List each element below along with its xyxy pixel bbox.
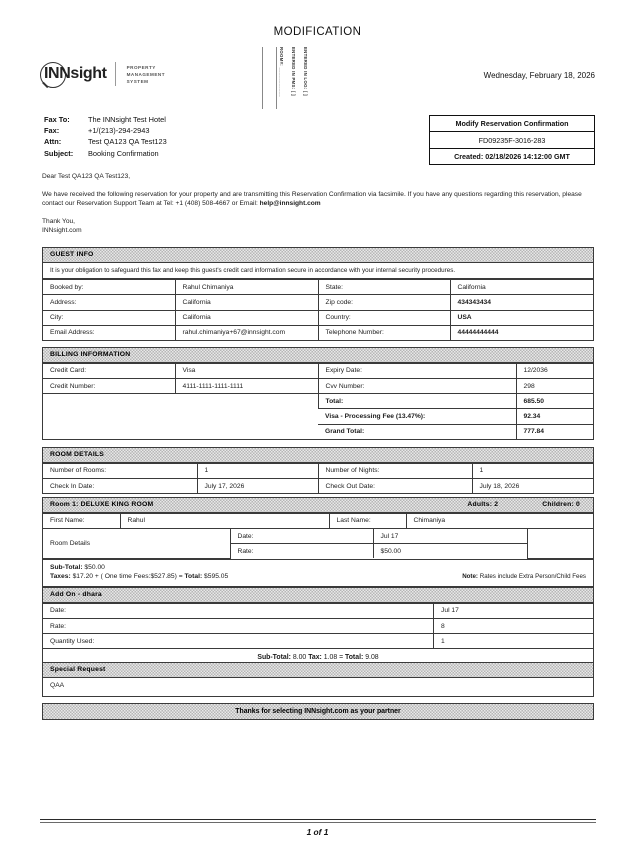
add-on-subtotal-label: Sub-Total: xyxy=(257,653,291,661)
document-title: MODIFICATION xyxy=(273,26,362,38)
guest-info-table xyxy=(43,279,593,340)
page-number: 1 of 1 xyxy=(306,827,329,837)
state-value: California xyxy=(450,280,593,295)
table-row xyxy=(43,603,593,618)
table-row xyxy=(43,634,593,649)
telephone-label: Telephone Number: xyxy=(318,325,450,340)
city-value: California xyxy=(175,310,318,325)
number-of-rooms-value: 1 xyxy=(197,463,318,478)
add-on-total-value: 9.08 xyxy=(365,653,379,661)
attn-value: Test QA123 QA Test123 xyxy=(88,137,167,147)
guest-info-disclaimer: It is your obligation to safeguard this fax and keep this guest's credit card information secure in accordance with your internal security procedures. xyxy=(43,263,593,280)
letter-paragraph xyxy=(42,190,594,209)
billing-table xyxy=(43,363,593,439)
room-details-heading-text: ROOM DETAILS xyxy=(50,451,105,459)
room-1-guest-table xyxy=(43,513,593,528)
letter-greeting: Dear Test QA123 QA Test123, xyxy=(42,173,131,180)
room-1-children: Children: 0 xyxy=(542,501,580,509)
guest-info-section xyxy=(42,247,594,341)
rates-note-text: Rates include Extra Person/Child Fees xyxy=(478,573,586,581)
total-value: 685.50 xyxy=(516,394,593,409)
fax-number-label: Fax: xyxy=(44,126,60,136)
fax-header-row xyxy=(44,148,167,159)
fax-header-row xyxy=(44,114,167,125)
document-date: Wednesday, February 18, 2026 xyxy=(483,71,595,80)
special-request-section xyxy=(42,662,594,697)
add-on-subtotal-value: 8.00 xyxy=(292,653,307,661)
letter-body xyxy=(42,172,594,236)
signoff-line-1: Thank You, xyxy=(42,217,75,225)
add-on-rate-value: 8 xyxy=(434,618,594,633)
last-name-value: Chimaniya xyxy=(406,513,593,528)
letter-signoff xyxy=(42,217,594,236)
email-address-value: rahul.chimaniya+67@innsight.com xyxy=(175,325,318,340)
check-in-date-label: Check In Date: xyxy=(43,478,197,493)
state-label: State: xyxy=(318,280,450,295)
add-on-quantity-value: 1 xyxy=(434,634,594,649)
processing-fee-value: 92.34 xyxy=(516,409,593,424)
fax-header-row xyxy=(44,125,167,136)
room-details-section xyxy=(42,447,594,494)
country-label: Country: xyxy=(318,310,450,325)
number-of-rooms-label: Number of Rooms: xyxy=(43,463,197,478)
zip-code-label: Zip code: xyxy=(318,295,450,310)
billing-spacer xyxy=(43,394,318,439)
room-1-section xyxy=(42,497,594,587)
logo-word-in: IN xyxy=(44,65,60,82)
room-1-taxes-label: Taxes: xyxy=(50,573,71,581)
fax-header-block xyxy=(44,114,167,159)
support-email: help@innsight.com xyxy=(259,200,321,208)
city-label: City: xyxy=(43,310,175,325)
add-on-tax-label: Tax: xyxy=(308,653,322,661)
room-1-subtotal-line xyxy=(50,563,228,573)
room-1-taxes-line xyxy=(50,572,228,582)
room-1-taxes-total-value: $595.05 xyxy=(204,573,229,581)
add-on-total-label: Total: xyxy=(345,653,364,661)
first-name-label: First Name: xyxy=(43,513,120,528)
address-label: Address: xyxy=(43,295,175,310)
stamp-entered-in-log: ENTERED IN LOG: [ ] xyxy=(303,47,308,96)
cvv-number-value: 298 xyxy=(516,378,593,393)
add-on-section xyxy=(42,587,594,666)
room-1-occupancy xyxy=(467,501,586,508)
logo-wordmark xyxy=(44,65,107,83)
check-in-date-value: July 17, 2026 xyxy=(197,478,318,493)
fax-to-label: Fax To: xyxy=(44,115,70,124)
fax-to-value: The INNsight Test Hotel xyxy=(88,115,166,124)
logo-tagline xyxy=(127,64,165,85)
rate-value: $50.00 xyxy=(373,544,527,559)
add-on-heading-text: Add On - dhara xyxy=(50,591,102,599)
grand-total-label: Grand Total: xyxy=(318,424,516,439)
credit-card-value: Visa xyxy=(175,363,318,378)
rates-note-label: Note: xyxy=(462,573,478,581)
room-1-rates-note xyxy=(462,572,586,582)
credit-card-label: Credit Card: xyxy=(43,363,175,378)
room-1-heading-text: Room 1: DELUXE KING ROOM xyxy=(50,501,154,509)
room-details-heading xyxy=(43,448,593,463)
logo-tagline-line-1: PROPERTY xyxy=(126,64,156,70)
special-request-value: QAA xyxy=(50,682,65,690)
rate-spacer-cell xyxy=(527,528,593,558)
cvv-number-label: Cvv Number: xyxy=(318,378,516,393)
expiry-date-value: 12/2036 xyxy=(516,363,593,378)
zip-code-value: 434343434 xyxy=(450,295,593,310)
table-row xyxy=(43,513,593,528)
email-address-label: Email Address: xyxy=(43,325,175,340)
table-row xyxy=(43,463,593,478)
table-row xyxy=(43,528,593,543)
table-row xyxy=(43,618,593,633)
letter-paragraph-text: We have received the following reservation for your property and are transmitting this Reservation Confirmation via facsimile. If you have any questions regarding this reservation, please contact our Reservation Support Team at Tel: +1 (408) 508-4667 or Email: xyxy=(42,190,582,208)
logo-word-rest: Nsight xyxy=(59,65,107,82)
guest-info-heading-text: GUEST INFO xyxy=(50,251,94,259)
footer-divider-top xyxy=(40,819,596,820)
room-1-taxes-detail: $17.20 + ( One time Fees:$527.85) = xyxy=(72,573,185,581)
stamp-divider-2 xyxy=(276,47,277,109)
add-on-table xyxy=(43,603,593,649)
logo-divider xyxy=(115,62,116,86)
stamp-divider-1 xyxy=(262,47,263,109)
reservation-confirmation-box xyxy=(429,115,595,165)
number-of-nights-label: Number of Nights: xyxy=(318,463,472,478)
footer-divider-bottom xyxy=(40,822,596,823)
special-request-heading xyxy=(43,663,593,678)
room-details-cell-label: Room Details xyxy=(43,528,230,558)
table-row xyxy=(43,478,593,493)
stamp-room-number: ROOM#: ___________ xyxy=(279,47,284,98)
innsight-logo xyxy=(44,62,165,86)
add-on-heading xyxy=(43,588,593,603)
room-1-subtotal-label: Sub-Total: xyxy=(50,563,83,571)
room-1-heading xyxy=(43,498,593,513)
confirmation-title: Modify Reservation Confirmation xyxy=(455,119,569,129)
booked-by-label: Booked by: xyxy=(43,280,175,295)
telephone-value: 44444444444 xyxy=(450,325,593,340)
confirmation-code: FD09235F-3016-283 xyxy=(430,131,594,147)
room-1-rate-table xyxy=(43,528,593,559)
table-row xyxy=(43,363,593,378)
rate-label: Rate: xyxy=(230,544,373,559)
room-1-taxes-total-label: Total: xyxy=(184,573,203,581)
special-request-heading-text: Special Request xyxy=(50,666,106,674)
attn-label: Attn: xyxy=(44,137,62,147)
thanks-banner: Thanks for selecting INNsight.com as your partner xyxy=(42,703,594,720)
check-out-date-label: Check Out Date: xyxy=(318,478,472,493)
subject-value: Booking Confirmation xyxy=(88,148,159,158)
table-row xyxy=(43,378,593,393)
logo-tagline-line-2: MANAGEMENT xyxy=(126,71,166,77)
add-on-rate-label: Rate: xyxy=(43,618,434,633)
total-label: Total: xyxy=(318,394,516,409)
subject-label: Subject: xyxy=(44,148,74,158)
logo-mark xyxy=(44,65,107,83)
table-row xyxy=(43,325,593,340)
processing-fee-label: Visa - Processing Fee (13.47%): xyxy=(318,409,516,424)
grand-total-value: 777.84 xyxy=(516,424,593,439)
table-row xyxy=(43,295,593,310)
first-name-value: Rahul xyxy=(120,513,329,528)
add-on-tax-value: 1.08 = xyxy=(323,653,346,661)
add-on-date-value: Jul 17 xyxy=(434,603,594,618)
logo-tagline-line-3: SYSTEM xyxy=(126,78,149,84)
number-of-nights-value: 1 xyxy=(472,463,593,478)
room-1-summary xyxy=(43,559,593,586)
rate-date-value: Jul 17 xyxy=(373,528,527,543)
add-on-quantity-label: Quantity Used: xyxy=(43,634,434,649)
expiry-date-label: Expiry Date: xyxy=(318,363,516,378)
fax-number-value: +1/(213)-294-2943 xyxy=(88,126,150,136)
billing-heading xyxy=(43,348,593,363)
room-1-adults: Adults: 2 xyxy=(467,501,499,509)
room-details-table xyxy=(43,463,593,493)
add-on-date-label: Date: xyxy=(43,603,434,618)
last-name-label: Last Name: xyxy=(329,513,406,528)
table-row xyxy=(43,280,593,295)
check-out-date-value: July 18, 2026 xyxy=(472,478,593,493)
billing-heading-text: BILLING INFORMATION xyxy=(50,351,131,359)
stamp-entered-in-pms: ENTERED IN PMS: [ ] xyxy=(291,47,296,96)
booked-by-value: Rahul Chimaniya xyxy=(175,280,318,295)
rate-date-label: Date: xyxy=(230,528,373,543)
confirmation-created: Created: 02/18/2026 14:12:00 GMT xyxy=(430,148,594,164)
address-value: California xyxy=(175,295,318,310)
credit-number-label: Credit Number: xyxy=(43,378,175,393)
country-value: USA xyxy=(450,310,593,325)
room-1-summary-left xyxy=(50,563,228,582)
billing-information-section xyxy=(42,347,594,440)
fax-header-row xyxy=(44,136,167,147)
fax-routing-stamps xyxy=(252,44,312,110)
table-row xyxy=(43,310,593,325)
table-row xyxy=(43,394,593,409)
signoff-line-2: INNsight.com xyxy=(42,227,82,235)
credit-number-value: 4111-1111-1111-1111 xyxy=(175,378,318,393)
room-1-subtotal-value: $50.00 xyxy=(84,563,105,571)
guest-info-heading xyxy=(43,248,593,263)
